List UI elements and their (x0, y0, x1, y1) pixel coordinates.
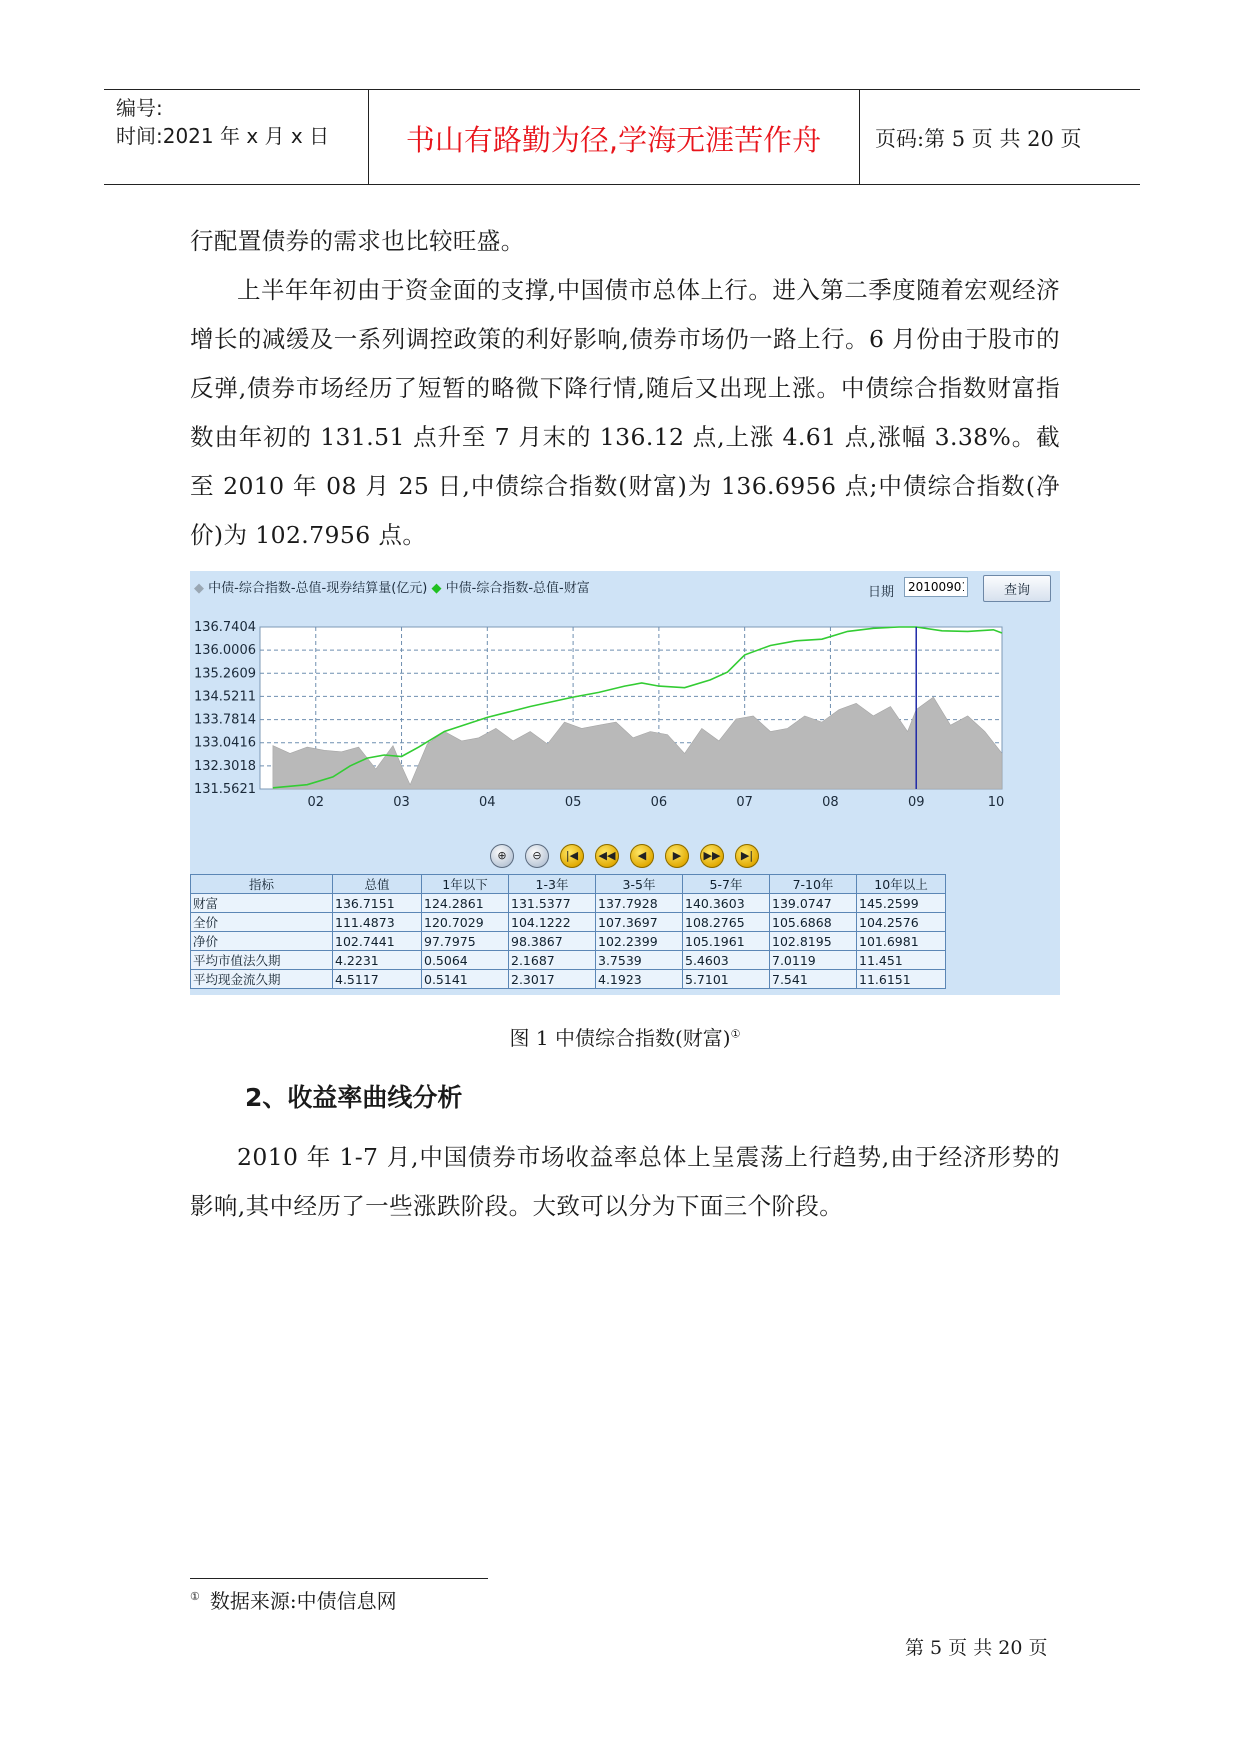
paragraph-yield-curve: 2010 年 1-7 月,中国债券市场收益率总体上呈震荡上行趋势,由于经济形势的影响,其中经历了一些涨跌阶段。大致可以分为下面三个阶段。 (190, 1143, 1060, 1220)
table-cell: 4.5117 (333, 970, 422, 989)
table-cell: 137.7928 (596, 894, 683, 913)
table-column-header: 总值 (333, 875, 422, 894)
table-column-header: 1-3年 (509, 875, 596, 894)
table-header-row (191, 875, 946, 894)
chart-navigation-bar (490, 844, 759, 868)
x-tick-label: 06 (650, 795, 668, 810)
table-cell: 105.6868 (770, 913, 857, 932)
table-cell: 4.1923 (596, 970, 683, 989)
zoom-in-icon[interactable]: ⊕ (490, 844, 514, 868)
table-cell: 0.5064 (422, 951, 509, 970)
legend-green-marker-icon: ◆ (431, 581, 442, 596)
footnote-marker: ① (190, 1590, 200, 1604)
table-cell: 2.3017 (509, 970, 596, 989)
paragraph-continuation: 行配置债券的需求也比较旺盛。 (190, 227, 525, 255)
table-cell: 104.2576 (857, 913, 946, 932)
table-row (191, 913, 946, 932)
table-row (191, 951, 946, 970)
x-tick-label: 05 (564, 795, 582, 810)
table-row (191, 932, 946, 951)
x-tick-label: 04 (479, 795, 496, 810)
table-cell: 0.5141 (422, 970, 509, 989)
x-tick-label: 02 (307, 795, 325, 810)
y-tick-label: 133.7814 (193, 712, 256, 728)
paragraph-market-review: 上半年年初由于资金面的支撑,中国债市总体上行。进入第二季度随着宏观经济增长的减缓及一系列调控政策的利好影响,债券市场仍一路上行。6 月份由于股市的反弹,债券市场经历了短暂的略微下降行情,随后又出现上涨。中债综合指数财富指数由年初的 131.51 点升至 7 月末的 136.12 点,上涨 4.61 点,涨幅 3.38%。截至 2010 年 08 月 25 日,中债综合指数(财富)为 136.6956 点;中债综合指数(净价)为 102.7956 点。 (190, 276, 1060, 549)
table-cell: 97.7975 (422, 932, 509, 951)
header-page-number: 页码:第 5 页 共 20 页 (875, 127, 1082, 151)
header-page-cell (861, 90, 1140, 184)
date-label: 日期 (868, 585, 895, 600)
table-cell: 107.3697 (596, 913, 683, 932)
table-cell: 5.4603 (683, 951, 770, 970)
zoom-out-icon[interactable]: ⊖ (525, 844, 549, 868)
table-column-header: 3-5年 (596, 875, 683, 894)
header-motto: 书山有路勤为径,学海无涯苦作舟 (405, 123, 822, 157)
table-cell: 136.7151 (333, 894, 422, 913)
table-cell: 124.2861 (422, 894, 509, 913)
y-tick-label: 136.7404 (193, 620, 256, 635)
table-cell: 131.5377 (509, 894, 596, 913)
table-row-label: 平均现金流久期 (191, 970, 333, 989)
table-cell: 139.0747 (770, 894, 857, 913)
table-cell: 5.7101 (683, 970, 770, 989)
table-column-header: 5-7年 (683, 875, 770, 894)
figure-caption-text: 图 1 中债综合指数(财富) (509, 1026, 731, 1050)
table-cell: 104.1222 (509, 913, 596, 932)
section-heading: 2、收益率曲线分析 (245, 1083, 463, 1112)
table-column-header: 7-10年 (770, 875, 857, 894)
footnote-divider (190, 1578, 488, 1579)
last-icon[interactable]: ▶| (735, 844, 759, 868)
index-line-chart (190, 571, 1060, 871)
document-time-label: 时间:2021 年 x 月 x 日 (116, 124, 330, 148)
page-footer: 第 5 页 共 20 页 (905, 1637, 1048, 1659)
table-cell: 102.2399 (596, 932, 683, 951)
table-column-header: 10年以上 (857, 875, 946, 894)
table-cell: 3.7539 (596, 951, 683, 970)
y-tick-label: 133.0416 (193, 735, 256, 751)
page-header (104, 89, 1140, 185)
index-data-table (190, 874, 946, 989)
x-tick-label: 10 (987, 795, 1005, 810)
table-cell: 105.1961 (683, 932, 770, 951)
table-cell: 140.3603 (683, 894, 770, 913)
table-cell: 102.7441 (333, 932, 422, 951)
footnote (190, 1585, 397, 1614)
header-motto-cell (368, 90, 860, 184)
x-tick-label: 09 (907, 795, 925, 810)
y-tick-label: 131.5621 (193, 782, 256, 797)
legend-wealth-label: 中债-综合指数-总值-财富 (445, 581, 590, 596)
table-row-label: 平均市值法久期 (191, 951, 333, 970)
forward-icon[interactable]: ▶ (665, 844, 689, 868)
figure-caption (190, 1022, 1060, 1051)
table-cell: 145.2599 (857, 894, 946, 913)
table-column-header: 指标 (191, 875, 333, 894)
query-button[interactable]: 查询 (983, 575, 1051, 602)
table-cell: 11.6151 (857, 970, 946, 989)
table-cell: 108.2765 (683, 913, 770, 932)
table-cell: 101.6981 (857, 932, 946, 951)
y-tick-label: 136.0006 (193, 643, 256, 659)
document-number-label: 编号: (116, 96, 163, 120)
table-row (191, 894, 946, 913)
table-cell: 2.1687 (509, 951, 596, 970)
y-tick-label: 135.2609 (193, 666, 256, 682)
table-column-header: 1年以下 (422, 875, 509, 894)
table-row-label: 财富 (191, 894, 333, 913)
table-cell: 7.0119 (770, 951, 857, 970)
table-cell: 111.4873 (333, 913, 422, 932)
table-cell: 98.3867 (509, 932, 596, 951)
legend-volume-label: 中债-综合指数-总值-现券结算量(亿元) (208, 581, 428, 596)
header-meta-cell (104, 90, 369, 184)
footnote-text: 数据来源:中债信息网 (209, 1589, 397, 1613)
table-cell: 102.8195 (770, 932, 857, 951)
legend-gray-marker-icon: ◆ (194, 581, 204, 596)
table-row-label: 净价 (191, 932, 333, 951)
y-tick-label: 132.3018 (193, 758, 256, 774)
y-tick-label: 134.5211 (193, 689, 256, 705)
index-chart-panel (190, 571, 1060, 995)
fast-forward-icon[interactable]: ▶▶ (700, 844, 724, 868)
table-cell: 7.541 (770, 970, 857, 989)
caption-footnote-ref: ① (730, 1027, 741, 1041)
table-cell: 11.451 (857, 951, 946, 970)
fast-back-icon[interactable]: ◀◀ (595, 844, 619, 868)
first-icon[interactable]: |◀ (560, 844, 584, 868)
x-tick-label: 08 (822, 795, 839, 810)
x-tick-label: 07 (736, 795, 753, 810)
table-cell: 4.2231 (333, 951, 422, 970)
table-cell: 120.7029 (422, 913, 509, 932)
x-tick-label: 03 (393, 795, 410, 810)
back-icon[interactable]: ◀ (630, 844, 654, 868)
table-row-label: 全价 (191, 913, 333, 932)
table-row (191, 970, 946, 989)
